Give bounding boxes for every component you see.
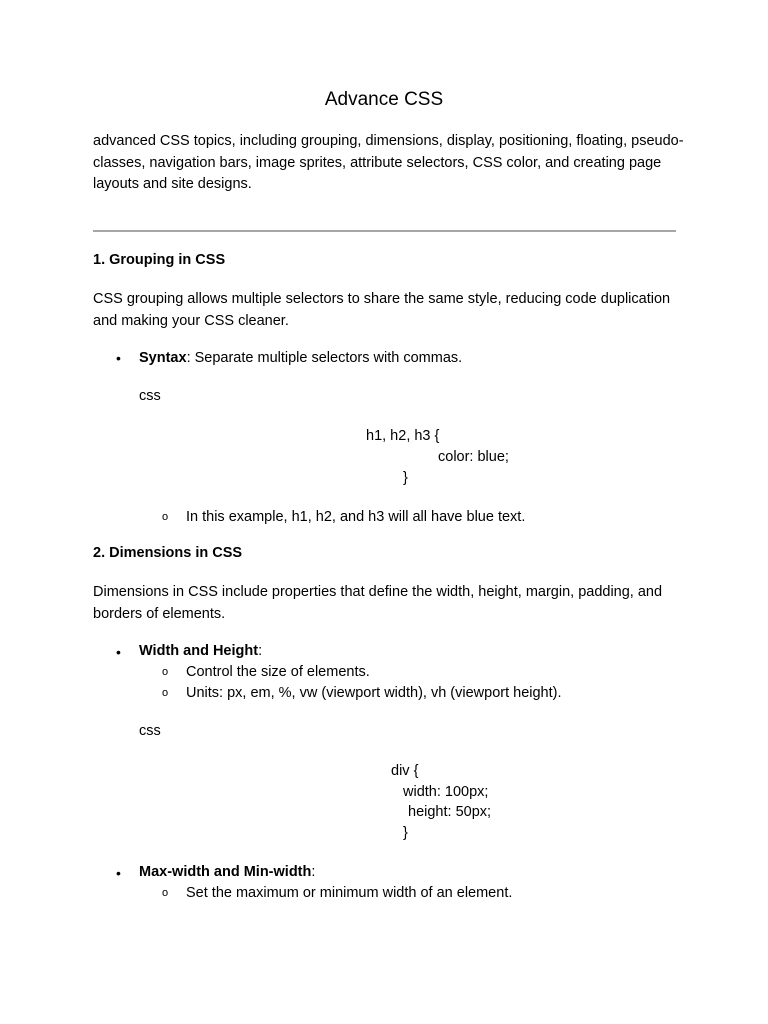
sub-bullet-marker: o xyxy=(162,666,169,678)
code-language-label: css xyxy=(139,723,161,739)
sub-bullet-marker: o xyxy=(162,687,169,699)
width-height-bullet xyxy=(139,641,262,663)
sub-bullet-marker: o xyxy=(162,887,169,899)
bullet-marker: • xyxy=(116,865,121,881)
section-heading-grouping: 1. Grouping in CSS xyxy=(93,252,226,268)
code-line: width: 100px; xyxy=(403,784,489,800)
code-language-label: css xyxy=(139,388,161,404)
horizontal-divider xyxy=(93,230,676,232)
code-line: h1, h2, h3 { xyxy=(366,428,440,444)
dimensions-paragraph: Dimensions in CSS include properties that define the width, height, margin, padding, and borders of elements. xyxy=(93,584,663,622)
width-height-colon: : xyxy=(258,643,263,659)
code-line: color: blue; xyxy=(438,449,509,465)
intro-paragraph: advanced CSS topics, including grouping, dimensions, display, positioning, floating, pseudo-classes, navigation bars, image sprites, attribute selectors, CSS color, and creating page layouts and site designs. xyxy=(93,133,684,192)
code-line: } xyxy=(403,470,408,486)
width-height-label: Width and Height xyxy=(139,643,259,659)
grouping-example-note: In this example, h1, h2, and h3 will all have blue text. xyxy=(186,509,526,525)
code-line: height: 50px; xyxy=(408,804,492,820)
max-min-width-label: Max-width and Min-width xyxy=(139,864,312,880)
bullet-marker: • xyxy=(116,350,121,366)
sub-bullet-max-min: Set the maximum or minimum width of an element. xyxy=(186,885,513,901)
bullet-marker: • xyxy=(116,644,121,660)
max-min-width-colon: : xyxy=(311,864,316,880)
syntax-label: Syntax xyxy=(139,350,187,366)
grouping-paragraph: CSS grouping allows multiple selectors to share the same style, reducing code duplication and making your CSS cleaner. xyxy=(93,291,671,329)
page-title: Advance CSS xyxy=(324,89,444,110)
sub-bullet-size: Control the size of elements. xyxy=(186,664,370,680)
section-heading-dimensions: 2. Dimensions in CSS xyxy=(93,545,243,561)
code-line: } xyxy=(403,825,408,841)
syntax-text: : Separate multiple selectors with commas. xyxy=(186,350,463,366)
sub-bullet-units: Units: px, em, %, vw (viewport width), vh (viewport height). xyxy=(186,685,562,701)
max-min-width-bullet xyxy=(139,862,315,884)
code-line: div { xyxy=(391,763,419,779)
sub-bullet-marker: o xyxy=(162,511,169,523)
syntax-bullet xyxy=(139,348,462,370)
